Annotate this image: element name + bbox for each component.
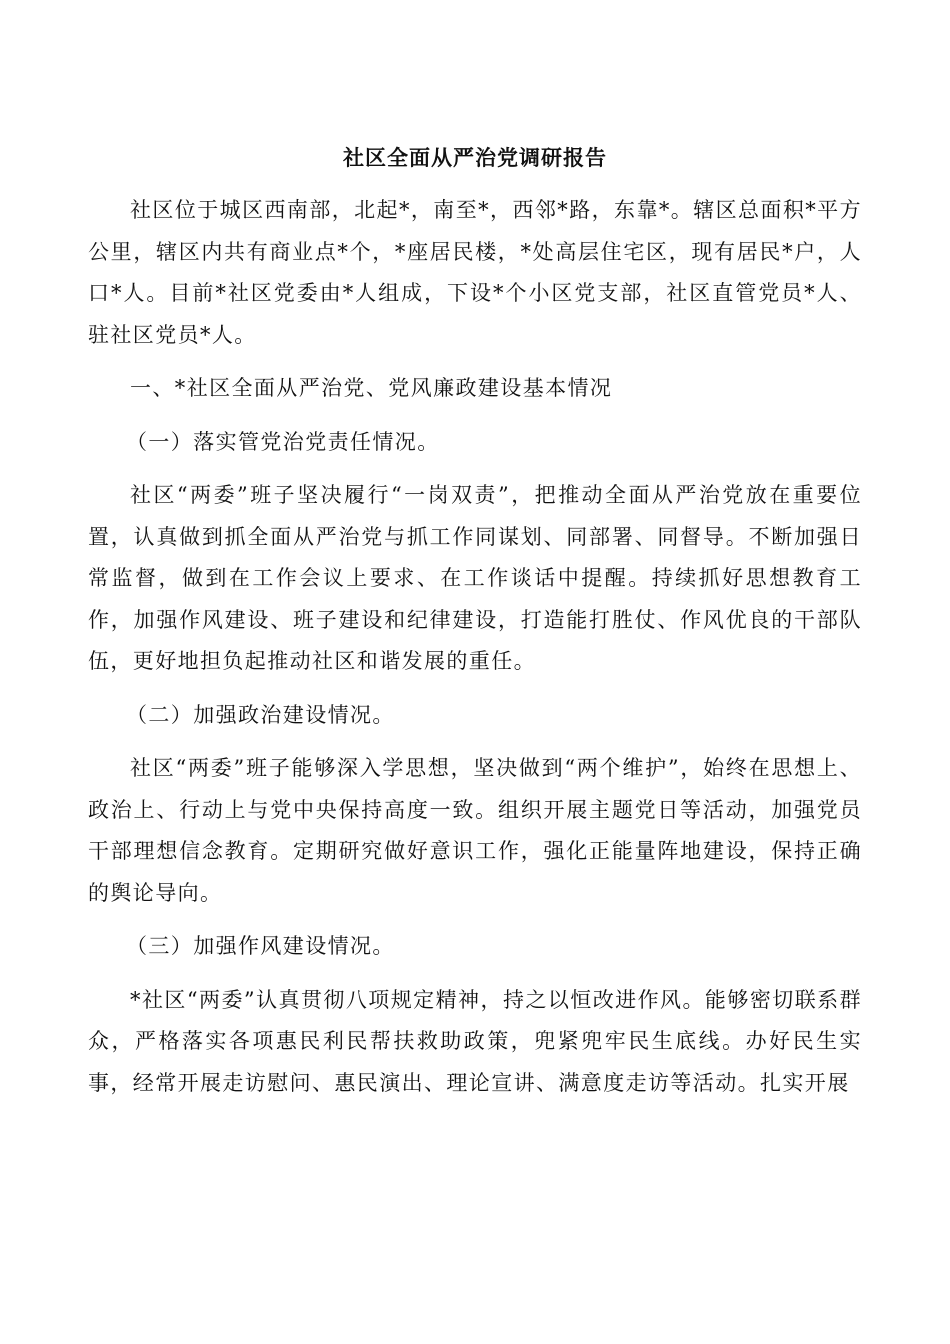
subsection-heading-3: （三）加强作风建设情况。 — [126, 934, 395, 958]
document-title: 社区全面从严治党调研报告 — [343, 145, 607, 170]
paragraph-political: 社区“两委”班子能够深入学思想，坚决做到“两个维护”，始终在思想上、政治上、行动上与党中央保持高度一致。组织开展主题党日等活动，加强党员干部理想信念教育。定期研究做好意识工作，强化正能量阵地建设，保持正确的舆论导向。 — [88, 756, 862, 905]
section-heading-1: 一、*社区全面从严治党、党风廉政建设基本情况 — [130, 376, 613, 400]
document-body — [88, 190, 862, 1116]
subsection-heading-1: （一）落实管党治党责任情况。 — [126, 429, 440, 454]
subsection-heading-2: （二）加强政治建设情况。 — [126, 702, 395, 727]
paragraph-style: *社区“两委”认真贯彻八项规定精神，持之以恒改进作风。能够密切联系群众，严格落实各项惠民利民帮扶救助政策，兜紧兜牢民生底线。办好民生实事，经常开展走访慰问、惠民演出、理论宣讲、满意度走访等活动。扎实开展 — [88, 987, 862, 1095]
paragraph-responsibility: 社区“两委”班子坚决履行“一岗双责”，把推动全面从严治党放在重要位置，认真做到抓全面从严治党与抓工作同谋划、同部署、同督导。不断加强日常监督，做到在工作会议上要求、在工作谈话中提醒。持续抓好思想教育工作，加强作风建设、班子建设和纪律建设，打造能打胜仗、作风优良的干部队伍，更好地担负起推动社区和谐发展的重任。 — [88, 483, 862, 673]
paragraph-intro: 社区位于城区西南部，北起*，南至*，西邻*路，东靠*。辖区总面积*平方公里，辖区内共有商业点*个，*座居民楼，*处高层住宅区，现有居民*户，人口*人。目前*社区党委由*人组成，下设*个小区党支部，社区直管党员*人、驻社区党员*人。 — [88, 198, 862, 347]
